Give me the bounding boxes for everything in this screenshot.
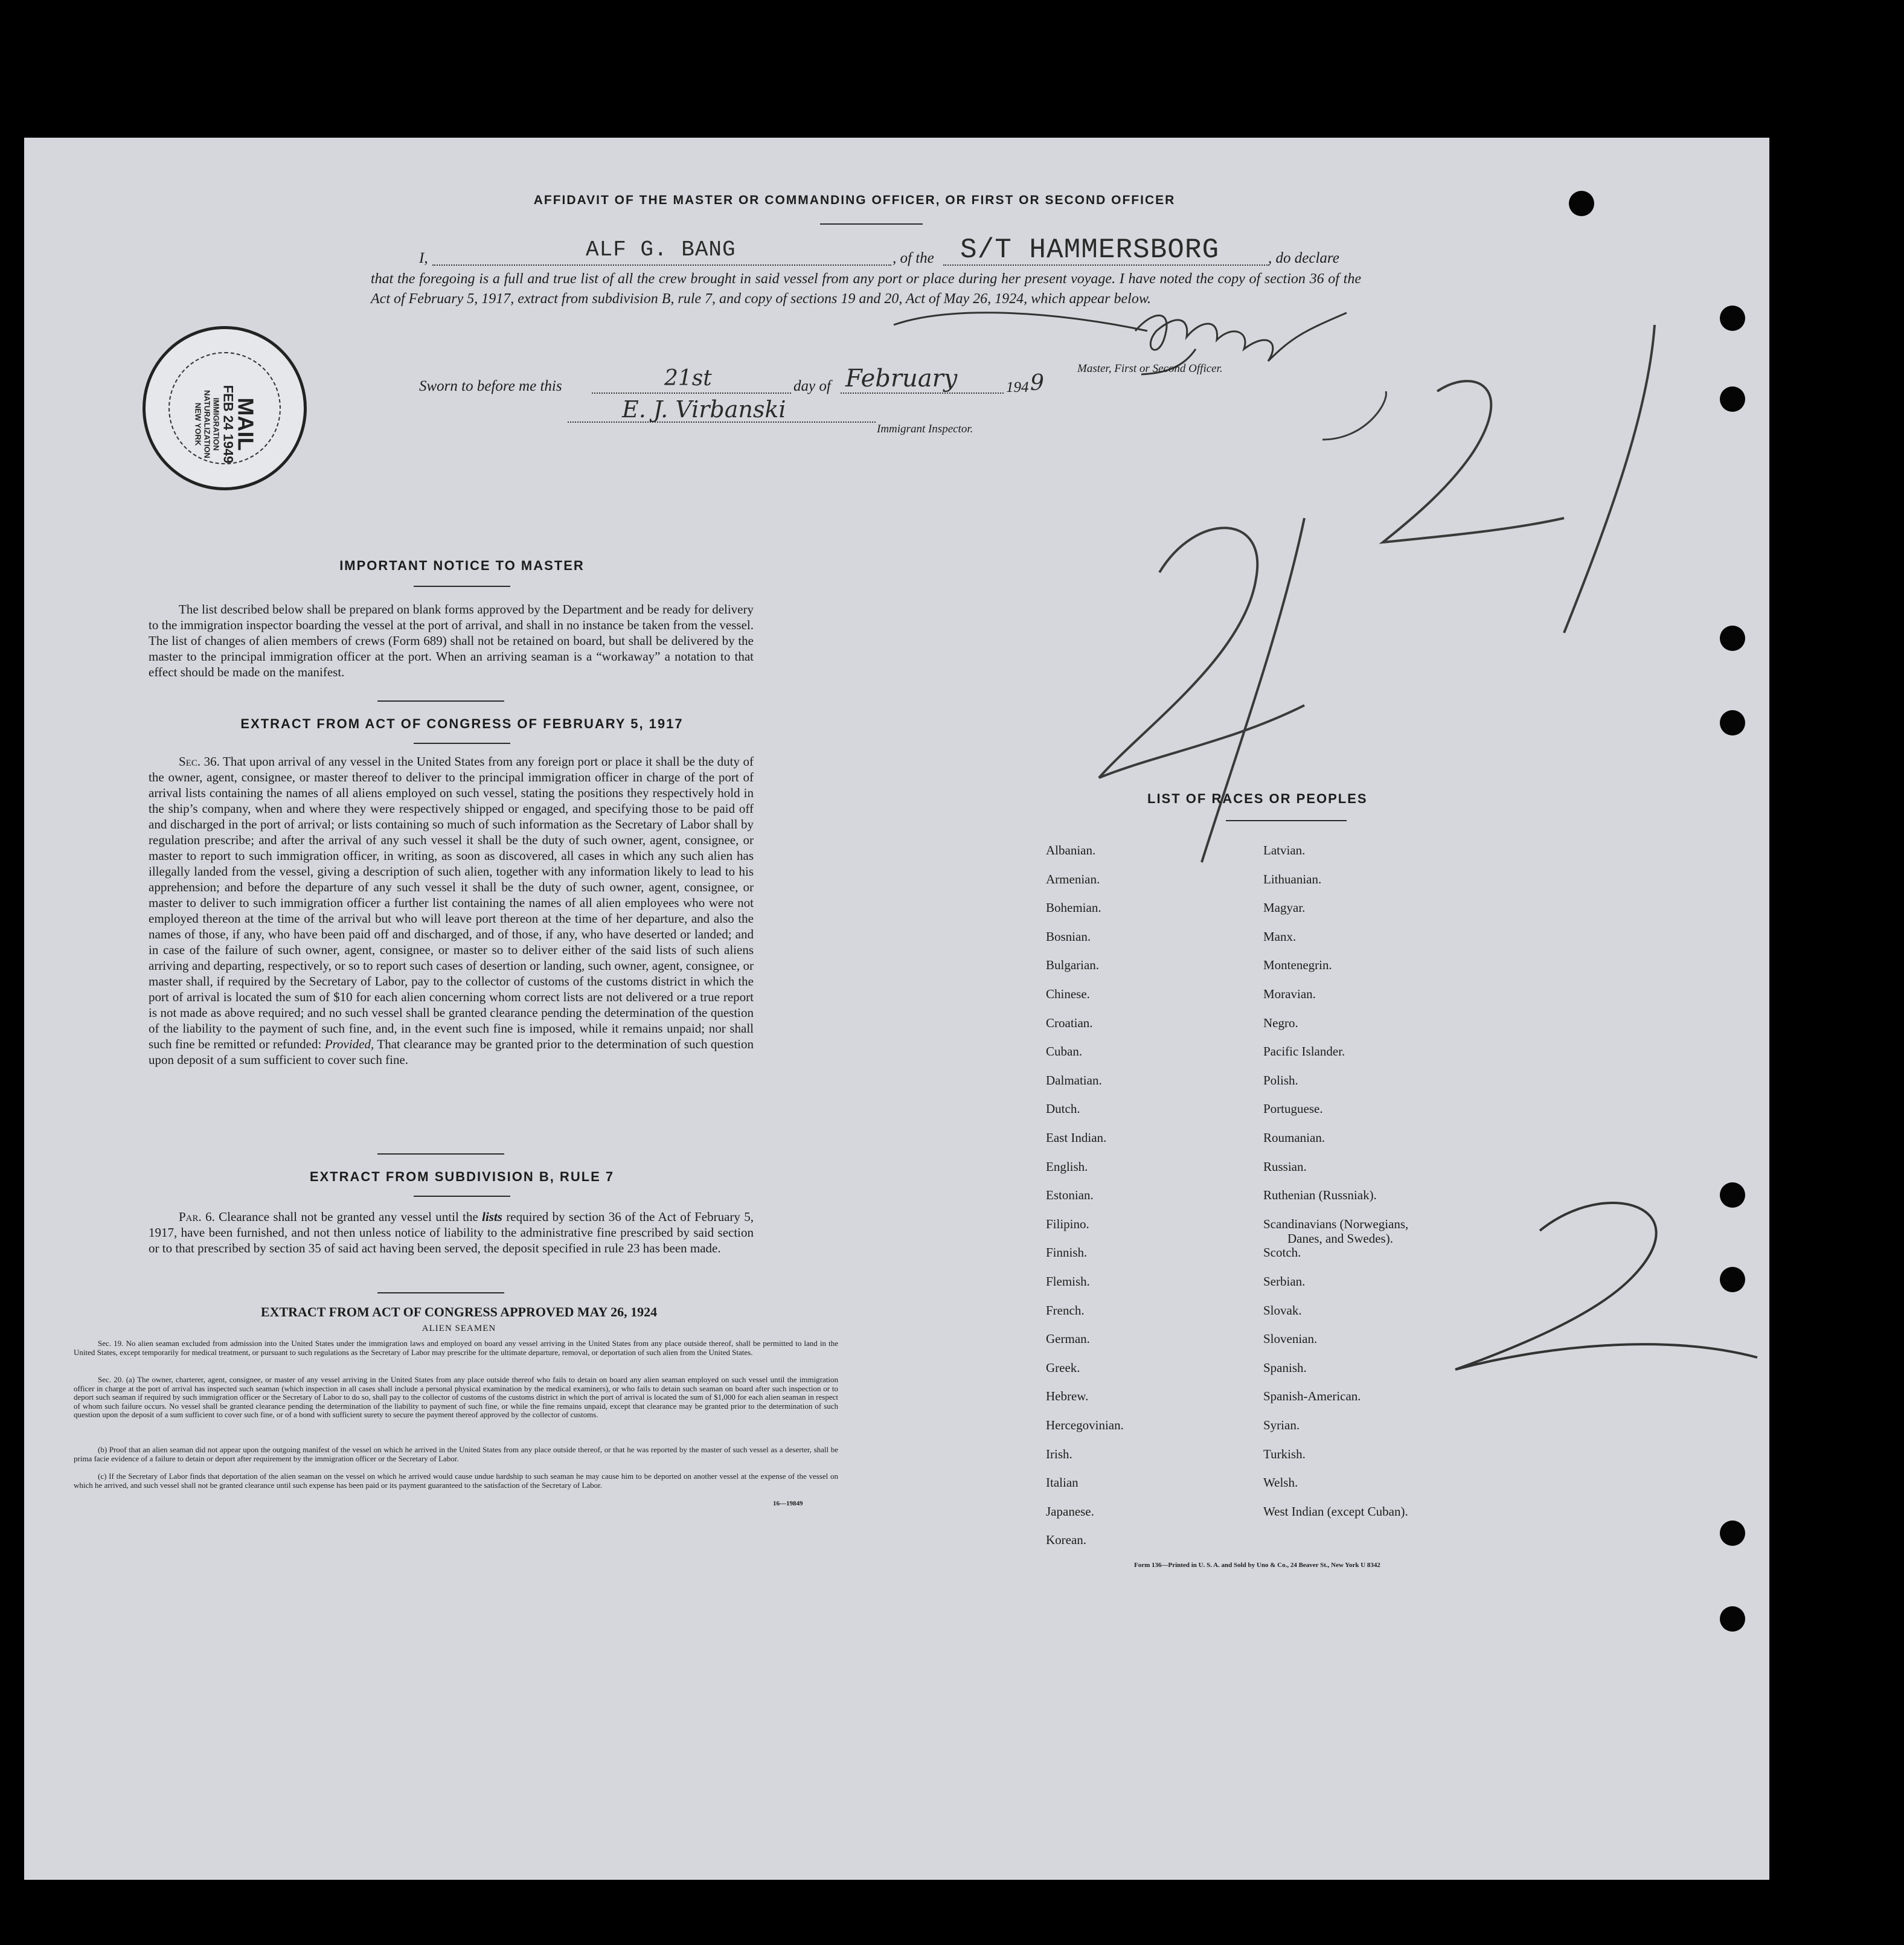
race-item: German. — [1046, 1331, 1090, 1347]
race-item: Spanish-American. — [1263, 1389, 1361, 1404]
declaration-text: that the foregoing is a full and true list of all the crew brought in said vessel from any port or place during her present voyage. I have noted the copy of section 36 of the Act of February 5, 1917, extract from subdivision B, rule 7, and copy of sections 19 and 20, Act of May 26, 1924, which appear below. — [371, 271, 1361, 307]
sworn-day: 21st — [664, 366, 712, 391]
notice-rule — [414, 586, 510, 587]
race-item: Portuguese. — [1263, 1101, 1323, 1117]
stamp-agency: IMMIGRATION — [211, 397, 221, 451]
rule-7-text — [149, 1209, 754, 1256]
master-signature-label: Master, First or Second Officer. — [1077, 362, 1223, 375]
notice-title: IMPORTANT NOTICE TO MASTER — [339, 558, 585, 573]
month-blank — [841, 393, 1004, 394]
i-label: I, — [419, 250, 428, 266]
form-code: 16—19849 — [773, 1500, 803, 1507]
day-blank — [592, 393, 791, 394]
race-item: Danes, and Swedes). — [1287, 1231, 1393, 1246]
rule-7-rule — [414, 1196, 510, 1197]
race-item: Bulgarian. — [1046, 958, 1100, 973]
race-item: Korean. — [1046, 1533, 1087, 1548]
race-item: Polish. — [1263, 1072, 1298, 1088]
rule-7-bottom-rule — [377, 1292, 504, 1293]
stamp-city: NEW YORK — [193, 402, 203, 446]
title-rule — [820, 223, 923, 225]
race-item: Slovak. — [1263, 1303, 1302, 1318]
of-the-label: , of the — [893, 250, 934, 266]
binder-hole — [1720, 1520, 1745, 1546]
stamp-text — [194, 357, 256, 492]
year-prefix: 194 — [1006, 379, 1029, 396]
race-item: Estonian. — [1046, 1188, 1094, 1203]
race-item: Magyar. — [1263, 900, 1306, 915]
affidavit-title: AFFIDAVIT OF THE MASTER OR COMMANDING OFFICER, OR FIRST OR SECOND OFFICER — [533, 193, 1176, 207]
name-blank — [432, 264, 891, 266]
section-36-label: Sec. 36. — [179, 754, 220, 769]
race-item: Russian. — [1263, 1159, 1307, 1174]
binder-hole — [1720, 306, 1745, 331]
extract-1917-rule — [414, 743, 510, 744]
extract-1917-title: EXTRACT FROM ACT OF CONGRESS OF FEBRUARY 5, 1917 — [240, 716, 684, 731]
sworn-label: Sworn to before me this — [419, 378, 562, 394]
section-19-text — [74, 1339, 838, 1357]
race-item: Dutch. — [1046, 1101, 1080, 1117]
stamp-date: FEB 24 1949 — [220, 385, 236, 464]
notice-bottom-rule — [377, 700, 504, 702]
binder-hole — [1569, 191, 1594, 216]
race-item: Croatian. — [1046, 1015, 1093, 1030]
race-item: Scotch. — [1263, 1245, 1301, 1260]
lists-word: lists — [482, 1210, 502, 1224]
race-item: Hercegovinian. — [1046, 1418, 1124, 1432]
extract-1917-text — [149, 754, 754, 1068]
section-19: Sec. 19. No alien seaman excluded from admission into the United States under the immigration laws and employed on board any vessel arriving in the United States from any place outside thereof, shall be permitted to land in the United States, except temporarily for medical treatment, or pursuant to such regulations as the Secretary of Labor may prescribe for the ultimate departure, removal, or deportation of such alien from the United States. — [74, 1339, 838, 1357]
race-item: Irish. — [1046, 1446, 1072, 1461]
inspector-label: Immigrant Inspector. — [877, 423, 973, 435]
alien-seamen-subtitle: ALIEN SEAMEN — [422, 1324, 496, 1333]
race-item: Negro. — [1263, 1015, 1298, 1030]
extract-1917-bottom-rule — [377, 1153, 504, 1155]
race-item: Serbian. — [1263, 1274, 1306, 1289]
document-sheet — [24, 138, 1769, 1880]
par-6-label: Par. 6. — [179, 1210, 215, 1224]
race-item: Finnish. — [1046, 1245, 1088, 1260]
race-item: Chinese. — [1046, 987, 1090, 1001]
race-item: Slovenian. — [1263, 1331, 1318, 1347]
binder-hole — [1720, 626, 1745, 651]
race-item: Bohemian. — [1046, 900, 1101, 915]
races-title: LIST OF RACES OR PEOPLES — [1147, 791, 1368, 806]
side-number-text — [1570, 1285, 1571, 1286]
section-20b-text — [74, 1446, 838, 1463]
binder-hole — [1720, 386, 1745, 412]
extract-1924-title: EXTRACT FROM ACT OF CONGRESS APPROVED MAY 26, 1924 — [260, 1304, 658, 1319]
race-item: Hebrew. — [1046, 1389, 1089, 1404]
day-of-label: day of — [793, 378, 831, 394]
section-20a: Sec. 20. (a) The owner, charterer, agent, consignee, or master of any vessel arriving in the United States from any place outside thereof who fails to detain on board any alien seaman employed on such vessel until the immigration officer in charge at the port of arrival has inspected such seaman (which inspection in all cases shall include a personal physical examination by the medical examiners), or who fails to detain such seaman on board after such inspection or to deport such seaman if required by such immigration officer or the Secretary of Labor to do so, shall pay to the collector of customs of the customs district in which the port of arrival is located the sum of $1,000 for each alien seaman in respect of whom such failure occurs. No vessel shall be granted clearance pending the determination of the liability to payment of such fine, or while the fine remains unpaid, except that clearance may be granted prior to the determination of such question upon the deposit of a sum sufficient to cover such fine, or of a bond with sufficient surety to secure the payment thereof approved by the collector of customs. — [74, 1375, 838, 1419]
rule-7-title: EXTRACT FROM SUBDIVISION B, RULE 7 — [309, 1169, 615, 1184]
race-item: Manx. — [1263, 929, 1297, 944]
handwritten-fraction — [1051, 319, 1691, 899]
race-item: East Indian. — [1046, 1130, 1107, 1145]
race-item: Moravian. — [1263, 987, 1316, 1001]
race-item: Welsh. — [1263, 1475, 1298, 1490]
notice-text: The list described below shall be prepared on blank forms approved by the Department and be ready for delivery to the immigration inspector boarding the vessel at the port of arrival, and shall in no instance be taken from the vessel. The list of changes of alien members of crews (Form 689) shall not be retained on board, but shall be delivered by the master to the principal immigration officer at the port. When an arriving seaman is a “workaway” a notation to that effect should be made on the manifest. — [149, 602, 754, 679]
race-item: Scandinavians (Norwegians, — [1263, 1216, 1409, 1231]
provided-label: Provided, — [324, 1037, 374, 1051]
rule-7-text-a: Clearance shall not be granted any vessel until the — [219, 1210, 478, 1224]
mail-stamp — [143, 326, 307, 490]
race-item: Japanese. — [1046, 1504, 1094, 1519]
race-item: Turkish. — [1263, 1446, 1306, 1461]
race-item: Dalmatian. — [1046, 1072, 1102, 1088]
race-item: Lithuanian. — [1263, 871, 1322, 886]
race-item: French. — [1046, 1303, 1085, 1318]
do-declare-label: , do declare — [1268, 250, 1339, 266]
race-item: Roumanian. — [1263, 1130, 1325, 1145]
vessel-name: S/T HAMMERSBORG — [960, 234, 1220, 266]
race-item: Filipino. — [1046, 1216, 1089, 1231]
year-suffix: 9 — [1030, 371, 1044, 396]
handwritten-two — [1449, 1194, 1763, 1388]
race-item: Pacific Islander. — [1263, 1044, 1345, 1059]
race-item: English. — [1046, 1159, 1088, 1174]
stamp-mail: MAIL — [233, 397, 258, 451]
section-36-body: That upon arrival of any vessel in the United States from any foreign port or place it shall be the duty of the owner, agent, consignee, or master thereof to deliver to the principal immigration officer in charge of the port of arrival lists containing the names of all aliens employed on such vessel, stating the positions they respectively hold in the ship’s company, when and where they were respectively shipped or engaged, and specifying those to be paid off and discharged in the port of arrival; or lists containing so much of such information as the Secretary of Labor shall by regulation prescribe; and after the arrival of any such vessel it shall be the duty of such owner, agent, consignee, or master to report to such immigration officer, in writing, as soon as discovered, all cases in which any such alien has illegally landed from the vessel, giving a description of such alien, together with any information likely to lead to his apprehension; and before the departure of any such vessel it shall be the duty of such owner, agent, consignee, or master to deliver to such immigration officer a further list containing the names of all alien employees who were not employed thereon at the time of the arrival but who will leave port thereon at the time of her departure, and also the names of those, if any, who have been paid off and discharged, and of those, if any, who have deserted or landed; and in case of the failure of such owner, agent, consignee, or master so to deliver either of the said lists of such aliens arriving and departing, respectively, or so to report such cases of desertion or landing, such owner, agent, consignee, or master shall, if required by the Secretary of Labor, pay to the collector of customs of the customs district in which the port of arrival is located the sum of $10 for each alien concerning whom correct lists are not delivered or a true report is not made as above required; and no such vessel shall be granted clearance pending the determination of the question of the liability to the payment of such fine, and, in the event such fine is imposed, while it remains unpaid; nor shall such fine be remitted or refunded: — [149, 754, 754, 1051]
section-20a-text — [74, 1376, 838, 1420]
race-item: Bosnian. — [1046, 929, 1091, 944]
stamp-agency-2: NATURALIZATION — [202, 390, 212, 458]
section-20b: (b) Proof that an alien seaman did not appear upon the outgoing manifest of the vessel on which he arrived in the United States from any place outside thereof, or that he was reported by the master of such vessel as a deserter, shall be prima facie evidence of a failure to detain or deport after requirement by the immigration officer or the Secretary of Labor. — [74, 1445, 838, 1463]
section-36-end: That clearance may be granted prior to the determination of such question upon deposit of a sum sufficient to cover such fine. — [149, 1037, 754, 1067]
rule-7-text-b: required by section 36 of the Act of February 5, 1917, have been furnished, and not then unless notice of liability to the administrative fine prescribed by said section or to that prescribed by section 35 of said act having been served, the deposit specified in rule 23 has been made. — [149, 1210, 754, 1255]
race-item: Flemish. — [1046, 1274, 1090, 1289]
race-item: Latvian. — [1263, 843, 1306, 857]
race-item: Italian — [1046, 1475, 1079, 1490]
sworn-month: February — [845, 365, 958, 393]
printer-footer: Form 136—Printed in U. S. A. and Sold by Uno & Co., 24 Beaver St., New York U 8342 — [1134, 1562, 1380, 1569]
section-20c-text — [74, 1472, 838, 1490]
section-20c: (c) If the Secretary of Labor finds that deportation of the alien seaman on the vessel on which he arrived would cause undue hardship to such seaman he may cause him to be deported on another vessel at the expense of the vessel on which he arrived, and such vessel shall not be granted clearance until such expense has been paid or its payment guaranteed to the satisfaction of the Secretary of Labor. — [74, 1472, 838, 1490]
master-name: ALF G. BANG — [586, 237, 736, 262]
race-item: Albanian. — [1046, 843, 1096, 857]
race-item: Ruthenian (Russniak). — [1263, 1188, 1377, 1203]
race-item: Montenegrin. — [1263, 958, 1332, 973]
inspector-signature: E. J. Virbanski — [622, 396, 786, 423]
race-item: Spanish. — [1263, 1360, 1307, 1375]
races-rule — [1226, 820, 1347, 821]
binder-hole — [1720, 710, 1745, 735]
race-item: Greek. — [1046, 1360, 1080, 1375]
binder-hole — [1720, 1606, 1745, 1632]
race-item: West Indian (except Cuban). — [1263, 1504, 1408, 1519]
race-item: Cuban. — [1046, 1044, 1083, 1059]
race-item: Armenian. — [1046, 871, 1100, 886]
race-item: Syrian. — [1263, 1418, 1300, 1432]
